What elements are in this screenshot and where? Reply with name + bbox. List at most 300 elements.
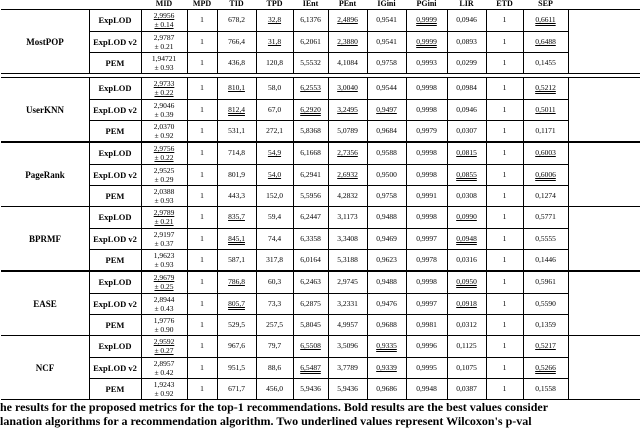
cell-mpd xyxy=(187,53,217,74)
cell-mid-std: ± 0.39 xyxy=(154,109,174,119)
table-row xyxy=(89,185,568,207)
cell-mpd xyxy=(187,78,217,99)
cell-tid xyxy=(217,315,256,336)
cell-mpd xyxy=(187,207,217,228)
cell-algorithm xyxy=(89,358,141,379)
cell-mid-std: ± 0.27 xyxy=(154,345,174,355)
cell-etd-value: 1 xyxy=(502,58,507,68)
cell-pgini xyxy=(406,78,447,99)
cell-mpd xyxy=(187,121,217,142)
cell-etd-value: 1 xyxy=(502,384,507,394)
cell-sep xyxy=(523,358,568,379)
cell-lir xyxy=(447,186,486,207)
cell-tpd-value: 54,0 xyxy=(267,170,282,180)
cell-pgini-value: 0,9997 xyxy=(416,299,437,309)
cell-tid-value: 951,5 xyxy=(228,363,245,373)
cell-igini xyxy=(367,186,406,207)
cell-etd xyxy=(486,53,523,74)
cell-igini-value: 0,9758 xyxy=(376,191,397,201)
cell-algorithm-value: ExpLOD xyxy=(98,212,132,223)
cell-pent xyxy=(328,272,367,293)
cell-lir xyxy=(447,315,486,336)
cell-sep xyxy=(523,229,568,250)
cell-mpd xyxy=(187,379,217,400)
cell-mpd xyxy=(187,186,217,207)
cell-ient-value: 6,2941 xyxy=(300,170,321,180)
cell-tid-value: 529,5 xyxy=(228,320,245,330)
table-row xyxy=(89,293,568,315)
cell-mid-mean: 2,9679 xyxy=(153,273,175,282)
cell-lir xyxy=(447,272,486,293)
cell-sep-value: 0,6611 xyxy=(535,15,556,25)
cell-igini-value: 0,9497 xyxy=(376,105,397,115)
cell-pent xyxy=(328,121,367,142)
cell-pgini-value: 0,9978 xyxy=(416,255,437,265)
cell-ient xyxy=(293,272,328,293)
cell-ient-value: 6,2463 xyxy=(300,277,321,287)
cell-mpd-value: 1 xyxy=(200,363,204,373)
cell-sep xyxy=(523,121,568,142)
cell-mid-mean: 1,9776 xyxy=(153,316,175,325)
cell-pgini-value: 0,9998 xyxy=(416,277,437,287)
cell-etd xyxy=(486,294,523,315)
cell-tid-value: 587,1 xyxy=(228,255,245,265)
cell-pgini xyxy=(406,272,447,293)
cell-pent-value: 4,1084 xyxy=(337,58,358,68)
cell-mpd-value: 1 xyxy=(200,299,204,309)
cell-algorithm xyxy=(89,294,141,315)
cell-mpd-value: 1 xyxy=(200,126,204,136)
group-name: PageRank xyxy=(25,169,65,180)
cell-igini-value: 0,9684 xyxy=(376,126,397,136)
cell-tid-value: 714,8 xyxy=(228,148,245,158)
cell-sep xyxy=(523,32,568,53)
cell-lir xyxy=(447,165,486,186)
cell-algorithm xyxy=(89,272,141,293)
cell-pgini xyxy=(406,10,447,31)
cell-sep-value: 0,5961 xyxy=(535,277,556,287)
cell-tpd xyxy=(256,143,293,164)
table-row xyxy=(1,78,640,99)
cell-pent-value: 2,6932 xyxy=(337,170,358,180)
cell-mid-mean: 1,94721 xyxy=(151,54,177,63)
cell-mid-std: ± 0.93 xyxy=(154,62,174,72)
cell-pent-value: 2,7356 xyxy=(337,148,358,158)
cell-tid xyxy=(217,53,256,74)
cell-mid xyxy=(141,10,187,31)
cell-pent xyxy=(328,336,367,357)
cell-pent-value: 5,0789 xyxy=(337,126,358,136)
cell-mpd-value: 1 xyxy=(200,105,204,115)
cell-sep xyxy=(523,186,568,207)
cell-algorithm xyxy=(89,53,141,74)
table-row xyxy=(1,143,640,164)
cell-algorithm-value: PEM xyxy=(105,384,125,395)
cell-igini-value: 0,9544 xyxy=(376,83,397,93)
cell-algorithm xyxy=(89,100,141,121)
cell-tid-value: 436,8 xyxy=(228,58,245,68)
caption-line-2: lanation algorithms for a recommendation algorithm. Two underlined values represent Wilcoxon's p-val xyxy=(0,414,532,428)
cell-pent xyxy=(328,165,367,186)
cell-algorithm-value: ExpLOD v2 xyxy=(93,234,137,245)
cell-mid-mean: 2,0370 xyxy=(153,122,175,131)
cell-pent-value: 3,0040 xyxy=(337,83,358,93)
cell-tid xyxy=(217,100,256,121)
cell-ient xyxy=(293,100,328,121)
cell-lir-value: 0,0312 xyxy=(456,320,477,330)
cell-lir xyxy=(447,379,486,400)
cell-pent-value: 2,9745 xyxy=(337,277,358,287)
cell-etd xyxy=(486,32,523,53)
column-header-pent: PEnt xyxy=(338,0,357,8)
cell-etd xyxy=(486,250,523,271)
cell-pent xyxy=(328,207,367,228)
cell-tpd-value: 67,0 xyxy=(267,105,282,115)
cell-tpd xyxy=(256,272,293,293)
table-row xyxy=(89,52,568,74)
cell-lir-value: 0,0855 xyxy=(456,170,477,180)
cell-etd xyxy=(486,186,523,207)
group-name: EASE xyxy=(33,298,57,309)
cell-lir xyxy=(447,143,486,164)
cell-mid xyxy=(141,229,187,250)
cell-etd xyxy=(486,379,523,400)
cell-tid xyxy=(217,379,256,400)
cell-mpd xyxy=(187,100,217,121)
cell-igini-value: 0,9588 xyxy=(376,148,397,158)
cell-ient xyxy=(293,121,328,142)
cell-mid-mean: 2,9046 xyxy=(153,101,175,110)
cell-algorithm-value: ExpLOD v2 xyxy=(93,299,137,310)
cell-algorithm xyxy=(89,78,141,99)
cell-mid-std: ± 0.90 xyxy=(154,324,174,334)
cell-mid-std: ± 0.43 xyxy=(154,303,174,313)
cell-sep-value: 0,1455 xyxy=(535,58,556,68)
cell-etd-value: 1 xyxy=(502,170,507,180)
cell-tpd-value: 32,8 xyxy=(267,15,282,25)
cell-lir-value: 0,1125 xyxy=(456,341,477,351)
cell-tid xyxy=(217,250,256,271)
cell-algorithm xyxy=(89,207,141,228)
cell-algorithm xyxy=(89,121,141,142)
cell-algorithm-value: PEM xyxy=(105,58,125,69)
cell-tpd-value: 79,7 xyxy=(267,341,282,351)
cell-tpd xyxy=(256,32,293,53)
cell-etd-value: 1 xyxy=(502,341,507,351)
cell-etd xyxy=(486,229,523,250)
cell-tid-value: 671,7 xyxy=(228,384,245,394)
cell-tpd-value: 59,4 xyxy=(267,212,282,222)
cell-mid xyxy=(141,250,187,271)
cell-algorithm-value: ExpLOD v2 xyxy=(93,105,137,116)
cell-pgini xyxy=(406,250,447,271)
cell-pent-value: 4,2832 xyxy=(337,191,358,201)
column-header-igini: IGini xyxy=(377,0,396,8)
cell-igini-value: 0,9686 xyxy=(376,384,397,394)
cell-mid xyxy=(141,315,187,336)
cell-tpd-value: 456,0 xyxy=(266,384,283,394)
cell-ient xyxy=(293,294,328,315)
cell-ient-value: 6,5487 xyxy=(300,363,321,373)
cell-pent xyxy=(328,229,367,250)
cell-sep-value: 0,1274 xyxy=(535,191,556,201)
cell-sep-value: 0,1359 xyxy=(535,320,556,330)
cell-mpd xyxy=(187,10,217,31)
cell-mid-mean: 2,9789 xyxy=(153,208,175,217)
cell-lir xyxy=(447,207,486,228)
cell-mid-std: ± 0.37 xyxy=(154,238,174,248)
cell-tid-value: 531,1 xyxy=(228,126,245,136)
cell-lir xyxy=(447,53,486,74)
cell-ient xyxy=(293,186,328,207)
cell-algorithm-value: ExpLOD v2 xyxy=(93,37,137,48)
cell-mid-mean: 2,0388 xyxy=(153,187,175,196)
cell-tid-value: 678,2 xyxy=(228,15,245,25)
cell-pgini-value: 0,9998 xyxy=(416,148,437,158)
cell-tpd xyxy=(256,53,293,74)
cell-mid-mean: 2,8957 xyxy=(153,359,175,368)
cell-mpd-value: 1 xyxy=(200,15,204,25)
cell-igini xyxy=(367,143,406,164)
cell-tpd xyxy=(256,100,293,121)
cell-etd-value: 1 xyxy=(502,37,507,47)
cell-pent xyxy=(328,143,367,164)
cell-lir xyxy=(447,78,486,99)
cell-mid-mean: 2,9733 xyxy=(153,79,175,88)
cell-algorithm xyxy=(89,336,141,357)
cell-ient-value: 6,2061 xyxy=(300,37,321,47)
cell-igini xyxy=(367,336,406,357)
cell-pgini-value: 0,9979 xyxy=(416,126,437,136)
group-ease xyxy=(1,271,640,336)
group-userknn xyxy=(1,77,640,142)
cell-pgini-value: 0,9948 xyxy=(416,384,437,394)
cell-ient-value: 6,1668 xyxy=(300,148,321,158)
cell-algorithm xyxy=(89,32,141,53)
cell-pent xyxy=(328,294,367,315)
cell-ient xyxy=(293,250,328,271)
cell-tpd-value: 31,8 xyxy=(267,37,282,47)
cell-igini-value: 0,9476 xyxy=(376,299,397,309)
cell-algorithm xyxy=(89,229,141,250)
cell-tid xyxy=(217,121,256,142)
cell-algorithm-value: ExpLOD v2 xyxy=(93,170,137,181)
cell-sep-value: 0,5266 xyxy=(535,363,556,373)
cell-ient-value: 5,5956 xyxy=(300,191,321,201)
table-row xyxy=(1,10,640,31)
cell-igini xyxy=(367,272,406,293)
cell-mpd-value: 1 xyxy=(200,384,204,394)
cell-etd xyxy=(486,358,523,379)
cell-pgini xyxy=(406,229,447,250)
group-bprmf xyxy=(1,206,640,271)
column-header-mid: MID xyxy=(155,0,173,8)
cell-lir xyxy=(447,294,486,315)
cell-sep xyxy=(523,272,568,293)
cell-mid xyxy=(141,294,187,315)
cell-lir-value: 0,0893 xyxy=(456,37,477,47)
cell-mid-mean: 2,9787 xyxy=(153,33,175,42)
cell-lir-value: 0,0946 xyxy=(456,105,477,115)
cell-pgini xyxy=(406,207,447,228)
cell-algorithm-value: PEM xyxy=(105,191,125,202)
cell-mpd-value: 1 xyxy=(200,234,204,244)
cell-etd xyxy=(486,207,523,228)
cell-tid-value: 810,1 xyxy=(228,83,245,93)
cell-sep xyxy=(523,379,568,400)
table-header xyxy=(1,0,640,9)
cell-pgini xyxy=(406,121,447,142)
cell-mpd-value: 1 xyxy=(200,170,204,180)
cell-mid-mean: 2,9756 xyxy=(153,144,175,153)
cell-mpd-value: 1 xyxy=(200,83,204,93)
cell-pgini xyxy=(406,143,447,164)
cell-tpd xyxy=(256,207,293,228)
column-header-ient: IEnt xyxy=(302,0,319,8)
cell-tpd-value: 58,0 xyxy=(267,83,282,93)
cell-etd xyxy=(486,272,523,293)
cell-etd-value: 1 xyxy=(502,15,507,25)
cell-tid xyxy=(217,272,256,293)
cell-algorithm-value: ExpLOD v2 xyxy=(93,363,137,374)
cell-sep xyxy=(523,207,568,228)
cell-pgini-value: 0,9999 xyxy=(416,37,437,47)
cell-pent xyxy=(328,78,367,99)
cell-etd xyxy=(486,315,523,336)
cell-pgini-value: 0,9993 xyxy=(416,58,437,68)
cell-tid-value: 845,1 xyxy=(228,234,245,244)
cell-igini-value: 0,9500 xyxy=(376,170,397,180)
column-header-mpd: MPD xyxy=(192,0,212,8)
cell-etd-value: 1 xyxy=(502,105,507,115)
cell-mid xyxy=(141,207,187,228)
cell-lir xyxy=(447,100,486,121)
column-header-sep: SEP xyxy=(538,0,553,8)
cell-tid xyxy=(217,336,256,357)
cell-tid xyxy=(217,207,256,228)
cell-pgini-value: 0,9981 xyxy=(416,320,437,330)
table-row xyxy=(89,314,568,336)
cell-mid-std: ± 0.42 xyxy=(154,367,174,377)
cell-sep-value: 0,1446 xyxy=(535,255,556,265)
cell-pgini xyxy=(406,336,447,357)
table-caption xyxy=(0,400,640,428)
cell-tpd xyxy=(256,78,293,99)
cell-tid xyxy=(217,229,256,250)
column-header-etd: ETD xyxy=(496,0,513,8)
cell-pent xyxy=(328,100,367,121)
cell-mid-std: ± 0.21 xyxy=(154,41,174,51)
cell-mpd-value: 1 xyxy=(200,277,204,287)
cell-mid xyxy=(141,53,187,74)
cell-tpd xyxy=(256,121,293,142)
table-row xyxy=(89,378,568,400)
cell-mid xyxy=(141,100,187,121)
cell-igini-value: 0,9758 xyxy=(376,58,397,68)
cell-etd xyxy=(486,10,523,31)
cell-pent xyxy=(328,10,367,31)
cell-tid-value: 766,4 xyxy=(228,37,245,47)
cell-mid-std: ± 0.14 xyxy=(154,19,174,29)
cell-mid-mean: 2,8944 xyxy=(153,295,175,304)
cell-sep-value: 0,5590 xyxy=(535,299,556,309)
group-pagerank xyxy=(1,142,640,207)
cell-lir-value: 0,1075 xyxy=(456,363,477,373)
cell-ient xyxy=(293,358,328,379)
caption-line-1: he results for the proposed metrics for the top-1 recommendations. Bold results are the best values consider xyxy=(0,400,549,414)
cell-igini xyxy=(367,294,406,315)
cell-tid xyxy=(217,10,256,31)
cell-pent xyxy=(328,186,367,207)
cell-lir-value: 0,0918 xyxy=(456,299,477,309)
cell-etd-value: 1 xyxy=(502,234,507,244)
cell-mid xyxy=(141,272,187,293)
cell-sep-value: 0,5212 xyxy=(535,83,556,93)
cell-tpd-value: 88,6 xyxy=(267,363,282,373)
cell-lir-value: 0,0950 xyxy=(456,277,477,287)
cell-mpd xyxy=(187,32,217,53)
cell-igini-value: 0,9339 xyxy=(376,363,397,373)
cell-mid-std: ± 0.92 xyxy=(154,388,174,398)
cell-igini-value: 0,9488 xyxy=(376,277,397,287)
cell-lir-value: 0,0990 xyxy=(456,212,477,222)
cell-mid-std: ± 0.22 xyxy=(154,87,174,97)
table-row xyxy=(89,228,568,250)
cell-sep xyxy=(523,78,568,99)
cell-sep xyxy=(523,53,568,74)
cell-ient xyxy=(293,143,328,164)
cell-pent-value: 3,1173 xyxy=(337,212,358,222)
cell-igini-value: 0,9623 xyxy=(376,255,397,265)
cell-lir-value: 0,0307 xyxy=(456,126,477,136)
cell-mid xyxy=(141,336,187,357)
cell-pgini-value: 0,9998 xyxy=(416,170,437,180)
column-header-tpd: TPD xyxy=(266,0,283,8)
group-name: NCF xyxy=(35,362,55,373)
cell-ient-value: 6,2920 xyxy=(300,105,321,115)
cell-igini xyxy=(367,78,406,99)
cell-pgini xyxy=(406,165,447,186)
cell-ient-value: 6,2553 xyxy=(300,83,321,93)
cell-etd xyxy=(486,165,523,186)
cell-ient xyxy=(293,229,328,250)
cell-ient-value: 6,3358 xyxy=(300,234,321,244)
cell-lir xyxy=(447,32,486,53)
cell-ient xyxy=(293,379,328,400)
cell-igini xyxy=(367,165,406,186)
cell-pgini-value: 0,9997 xyxy=(416,234,437,244)
cell-lir-value: 0,0299 xyxy=(456,58,477,68)
table-row xyxy=(1,272,640,293)
cell-lir xyxy=(447,10,486,31)
cell-ient-value: 6,2447 xyxy=(300,212,321,222)
cell-pgini xyxy=(406,379,447,400)
cell-mpd-value: 1 xyxy=(200,37,204,47)
cell-ient xyxy=(293,78,328,99)
cell-tpd xyxy=(256,10,293,31)
cell-algorithm-value: PEM xyxy=(105,126,125,137)
cell-etd-value: 1 xyxy=(502,191,507,201)
cell-tpd xyxy=(256,186,293,207)
cell-igini-value: 0,9541 xyxy=(376,37,397,47)
cell-pgini xyxy=(406,358,447,379)
cell-tid xyxy=(217,186,256,207)
cell-pent-value: 5,3188 xyxy=(337,255,358,265)
cell-pent xyxy=(328,250,367,271)
cell-algorithm-value: ExpLOD xyxy=(98,83,132,94)
cell-mid-std: ± 0.29 xyxy=(154,174,174,184)
cell-mpd-value: 1 xyxy=(200,320,204,330)
